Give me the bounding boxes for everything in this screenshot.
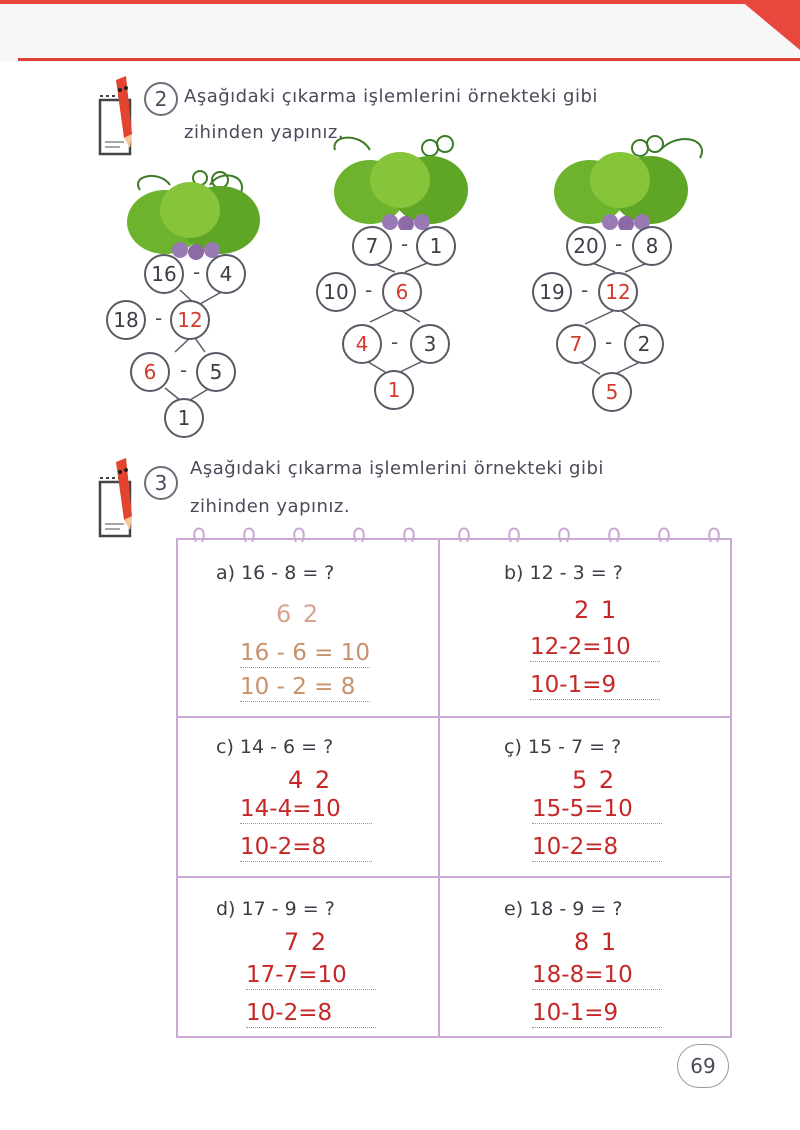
cell-b-step1: 12-2=10 <box>530 634 660 662</box>
tree1-bubble-mid-right: 12 <box>170 300 210 340</box>
cell-a-split: 6 2 <box>276 600 321 628</box>
question-3-text-line1: Aşağıdaki çıkarma işlemlerini örnekteki gibi <box>190 458 604 479</box>
tree2-bubble-mid-left: 10 <box>316 272 356 312</box>
tree3-bubble-top-left: 20 <box>566 226 606 266</box>
cell-c-cedilla-question: ç) 15 - 7 = ? <box>504 736 622 758</box>
tree1-bubble-top-right: 4 <box>206 254 246 294</box>
cell-c-cedilla-step1: 15-5=10 <box>532 796 662 824</box>
cell-d-split: 7 2 <box>284 928 329 956</box>
cell-e-step2: 10-1=9 <box>532 1000 662 1028</box>
cell-b-split: 2 1 <box>574 596 619 624</box>
cell-d-step1: 17-7=10 <box>246 962 376 990</box>
tree1-minus-3: - <box>180 358 188 382</box>
cell-c-cedilla-step2: 10-2=8 <box>532 834 662 862</box>
tree3-minus-3: - <box>605 330 613 354</box>
tree2-bubble-low-left: 4 <box>342 324 382 364</box>
tree3-bubble-mid-left: 19 <box>532 272 572 312</box>
tree1-bubble-top-left: 16 <box>144 254 184 294</box>
tree1-bubble-low-left: 6 <box>130 352 170 392</box>
question-3-number: 3 <box>144 466 178 500</box>
question-3-text-line2: zihinden yapınız. <box>190 496 351 517</box>
cell-a-question: a) 16 - 8 = ? <box>216 562 335 584</box>
question-2-number: 2 <box>144 82 178 116</box>
cell-c-step1: 14-4=10 <box>240 796 372 824</box>
tree1-minus-1: - <box>193 260 201 284</box>
tree1-bubble-mid-left: 18 <box>106 300 146 340</box>
tree2-minus-2: - <box>365 278 373 302</box>
cell-e-split: 8 1 <box>574 928 619 956</box>
cell-d-step2: 10-2=8 <box>246 1000 376 1028</box>
tree2-minus-3: - <box>391 330 399 354</box>
tree3-minus-2: - <box>581 278 589 302</box>
cell-c-step2: 10-2=8 <box>240 834 372 862</box>
tree2-bubble-top-right: 1 <box>416 226 456 266</box>
tree1-bubble-result: 1 <box>164 398 204 438</box>
tree1-bubble-low-right: 5 <box>196 352 236 392</box>
cell-c-split: 4 2 <box>288 766 333 794</box>
tree2-minus-1: - <box>401 232 409 256</box>
cell-c-question: c) 14 - 6 = ? <box>216 736 334 758</box>
tree3-bubble-low-right: 2 <box>624 324 664 364</box>
page-number: 69 <box>677 1044 729 1088</box>
grid-vertical-divider <box>438 540 440 1036</box>
pencil-notebook-icon <box>96 456 142 542</box>
tree3-bubble-mid-right: 12 <box>598 272 638 312</box>
tree2-bubble-top-left: 7 <box>352 226 392 266</box>
tree3-bubble-top-right: 8 <box>632 226 672 266</box>
tree2-bubble-mid-right: 6 <box>382 272 422 312</box>
cell-a-step2: 10 - 2 = 8 <box>240 674 370 702</box>
grid-divider-2 <box>178 876 730 878</box>
grid-divider-1 <box>178 716 730 718</box>
cell-d-question: d) 17 - 9 = ? <box>216 898 335 920</box>
tree3-minus-1: - <box>615 232 623 256</box>
cell-e-step1: 18-8=10 <box>532 962 662 990</box>
cell-e-question: e) 18 - 9 = ? <box>504 898 623 920</box>
question-2-text-line2: zihinden yapınız. <box>184 122 345 143</box>
cell-a-step1: 16 - 6 = 10 <box>240 640 370 666</box>
cell-c-cedilla-split: 5 2 <box>572 766 617 794</box>
cell-b-step2: 10-1=9 <box>530 672 660 700</box>
tree1-minus-2: - <box>155 306 163 330</box>
tree3-bubble-low-left: 7 <box>556 324 596 364</box>
tree2-bubble-result: 1 <box>374 370 414 410</box>
cell-b-question: b) 12 - 3 = ? <box>504 562 623 584</box>
tree2-bubble-low-right: 3 <box>410 324 450 364</box>
tree3-bubble-result: 5 <box>592 372 632 412</box>
question-2-text-line1: Aşağıdaki çıkarma işlemlerini örnekteki gibi <box>184 86 598 107</box>
